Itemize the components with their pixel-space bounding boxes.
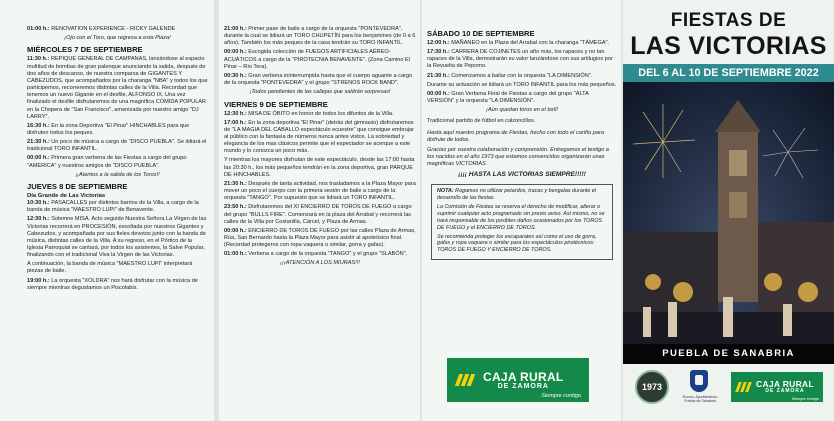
notice-line	[437, 188, 607, 202]
day-heading: JUEVES 8 DE SEPTIEMBRE	[27, 182, 128, 192]
event-time: 17:30 h.:	[427, 49, 450, 56]
poster-title-line2: LAS VICTORIAS	[630, 32, 827, 60]
sponsor-line2: DE ZAMORA	[497, 382, 549, 390]
event-time: 16:30 h.:	[27, 122, 50, 129]
comision-1973-badge	[635, 370, 669, 404]
council-shield-icon	[690, 370, 708, 392]
poster-sponsor-line2: DE ZAMORA	[765, 387, 805, 394]
event-time: 11:30 h.:	[27, 56, 50, 63]
event-text: Escogida colección de FUEGOS ARTIFICIALES AÉREO-ACUÁTICOS a cargo de la "PIROTECNIA BENAVENTE". (Zona Camino El Pinar – Río Tera).	[224, 49, 411, 70]
event-text: Gran verbena ininterrumpida hasta que el cuerpo aguante a cargo de la orquesta "PONTEVEDRA" y el grupo "STRENOS ROCK BAND".	[224, 72, 413, 87]
event-item	[27, 216, 208, 259]
event-time: 17:00 h.:	[224, 119, 247, 126]
event-item	[427, 49, 617, 70]
notice-text: Rogamos no utilizar petardos, tracas y bengalas durante el desarrollo de las fiestas.	[437, 188, 597, 202]
event-item: Tradicional partido de fútbol en calzoncillos.	[427, 117, 536, 124]
event-text: Primer pase de baile a cargo de la orquesta "PONTEVEDRA", durante la cual se lidiará un TORO CHUPETÍN para los benjamines (de 0 a 6 años). También los más peques de la casa tendrán su TORO INFANTIL.	[224, 26, 416, 47]
event-text: Verbena a cargo de la orquesta "TANGO" y el grupo "SLABÓN".	[246, 251, 408, 258]
council-name: Excmo. Ayuntamiento Puebla de Sanabria	[682, 395, 718, 404]
day-subheading: Día Grande de Las Victorias	[27, 193, 106, 200]
event-text: Gran Verbena Final de Fiestas a cargo del grupo "ALTA VERSIÓN" y la orquesta "LA DIMENSIÓN".	[427, 90, 589, 105]
event-text: REPIQUE GENERAL DE CAMPANAS, lanzándose al espacio multitud de bombas de gran palenque anunciando la salida, después de dos años de descanso, de nuestra comparsa de GIGANTES Y CABEZUDOS, que acompañados por la charanga "NBA" y todos los que participemos, recorreremos distintas calles de la Villa. Recordad que tenemos un nuevo Gigante en el desfile, ALFONSO IX. Una vez finalizado el desfile disfrutaremos de una magnífica COMIDA POPULAR en la Chopera de "San Francisco", amenizada por nuestro amigo "DJ LARRY".	[27, 56, 208, 120]
notice-box	[431, 184, 613, 260]
event-item	[27, 139, 208, 153]
closing-thanks: Gracias por vuestra colaboración y comprensión. Entregamos el testigo a los nacidos en el año 1973 que estamos convencidos organizarán unas magníficas VICTORIAS.	[427, 146, 609, 168]
event-text: MAÑANEO en la Plaza del Arrabal con la charanga "TÁMEGA".	[449, 40, 610, 46]
sponsor-line1: CAJA RURAL	[483, 369, 564, 384]
event-text: Disfrutaremos del XI ENCIERRO DE TOROS DE FUEGO a cargo del grupo "BULLS FIRE". Comenzará en la plaza del Arrabal y recorrerá las calles de la Villa por Costanilla, Cárcel, y Plaza de Armas.	[224, 204, 412, 225]
event-time: 23:50 h.:	[224, 204, 247, 211]
event-item	[224, 49, 416, 70]
event-time: 00:00 h.:	[427, 90, 450, 97]
event-text: Después de tanta actividad, nos trasladamos a la Plaza Mayor para mover un poco el cuerpo con la primera sesión de baile a cargo de la orquesta "TANGO". Por supuesto que se lidiará un TORO INFANTIL.	[224, 180, 416, 202]
event-item	[27, 56, 208, 120]
event-text: ENCIERRO DE TOROS DE FUEGO por las calles Plaza de Armas, Rúa, San Bernardo hasta la Plaza Mayor para asistir al apoteósico final. (Recordad protegeros con ropa vaquera o similar, gorra y gafas).	[224, 227, 416, 249]
notice-line: Se recomienda proteger los escaparates así como el uso de gorra, gafas y ropa vaquera o similar para los espectáculos pirotécnicos: TOROS DE FUEGO Y ENCIERRO DE TOROS.	[437, 233, 597, 254]
closing-message: Hasta aquí nuestro programa de Fiestas, hecho con todo el cariño para disfrute de todos.	[427, 129, 604, 143]
sponsor-tagline: Siempre contigo	[541, 393, 581, 399]
event-time: 00:30 h.:	[224, 72, 247, 79]
program-column-1	[0, 0, 214, 421]
event-time: 21:30 h.:	[427, 72, 450, 79]
poster-panel	[623, 0, 834, 421]
event-time: 21:30 h.:	[224, 180, 247, 187]
sponsor-name	[483, 371, 564, 390]
event-item	[427, 91, 617, 105]
event-note: ¡Aún quedan toros en el toril!	[486, 107, 558, 114]
event-item	[224, 204, 416, 225]
poster-footer-logos	[623, 364, 834, 421]
event-item: Y mientras los mayores disfrutan de este espectáculo, desde las 17:00 hasta las 20:30 h., los más pequeños tendrán en la zona deportiva, gran PARQUE DE HINCHABLES.	[224, 157, 415, 178]
program-column-2	[219, 0, 420, 421]
event-item: A continuación, la banda de música "MAESTRO LUPI" interpretará piezas de baile.	[27, 261, 193, 275]
event-time: 01:00 h.:	[27, 26, 50, 32]
caja-rural-leaf-icon	[736, 380, 752, 394]
event-text: RENOVATION EXPERIENCE - RICKY GALENDE	[49, 26, 176, 32]
caja-rural-leaf-icon	[455, 372, 477, 388]
event-time: 12:30 h.:	[27, 216, 50, 223]
event-note: ¡Todos pendientes de las callejas que saldrán sorpresas!	[249, 89, 391, 96]
event-item	[224, 73, 416, 87]
poster-sponsor-line1: CAJA RURAL	[756, 379, 814, 390]
poster-title-line1: FIESTAS DE	[670, 10, 787, 31]
event-text: La orquesta "XOLDRA" nos hará disfrutar con la música de siempre mientras degustamos un Piscolabis.	[27, 277, 198, 291]
event-time: 19:00 h.:	[27, 277, 50, 284]
event-item	[224, 181, 416, 202]
event-text: En la zona deportiva "El Pinar" (detrás del gimnasio) disfrutaremos de "LA MAGIA DEL CABALLO espectáculo ecuestre" que consigue embrujar al público con la fantasía de números nunca antes vistos. La sobriedad y elegancia de los mas clásicos permite que el espectador se acerque a este mundo y lo conozca un poco más.	[224, 119, 415, 155]
event-item	[224, 251, 416, 258]
day-heading: MIÉRCOLES 7 DE SEPTIEMBRE	[27, 45, 143, 55]
poster-place: PUEBLA DE SANABRIA	[623, 344, 834, 364]
day-heading: SÁBADO 10 DE SEPTIEMBRE	[427, 29, 535, 38]
event-text: Un poco de música a cargo de "DISCO PUEBLA". Se lidiará el tradicional TORO INFANTIL.	[27, 139, 207, 153]
event-text: En la zona Deportiva "El Pinar" HINCHABLES para que disfruten todos los peques.	[27, 122, 190, 136]
event-item	[27, 26, 208, 33]
event-item: Durante su actuación se lidiará un TORO INFANTIL para los más pequeños.	[427, 81, 617, 88]
badge-year: 1973	[641, 382, 663, 392]
event-item	[27, 278, 208, 292]
event-time: 12:30 h.:	[224, 110, 247, 117]
event-time: 00:00 h.:	[224, 49, 247, 56]
event-time: 00:00 h.:	[224, 227, 247, 234]
event-item	[27, 200, 208, 214]
poster-sponsor-logo	[731, 372, 823, 402]
poster-dates: DEL 6 AL 10 DE SEPTIEMBRE 2022	[623, 64, 834, 82]
closing-shout: ¡¡¡¡ HASTA LAS VICTORIAS SIEMPRE!!!!!	[458, 171, 586, 179]
sponsor-logo	[447, 358, 589, 402]
event-time: 10:30 h.:	[27, 200, 50, 207]
event-text: MISA DE ÓBITO en honor de todos los difuntos de la Villa.	[246, 110, 394, 117]
event-text: Primera gran verbena de las Fiestas a cargo del grupo "AMÉRICA" y nuestros amigos de "DISCO PUEBLA".	[27, 155, 187, 169]
event-text: PASACALLES por distintos barrios de la Villa, a cargo de la banda de música "MAESTRO LUPI" de Benavente.	[27, 200, 199, 214]
event-note: ¡¡¡ATENCIÓN A LOS MIURAS!!!	[280, 260, 360, 267]
event-item	[224, 228, 416, 249]
event-item	[224, 26, 416, 47]
event-note: ¡Ojo con el Toro, que regresa a esta Plaza!	[64, 35, 171, 42]
night-fireworks-photo	[623, 82, 834, 364]
event-time: 01:00 h.:	[224, 251, 247, 258]
event-time: 00:00 h.:	[27, 155, 50, 162]
event-time: 12:00 h.:	[427, 40, 450, 46]
poster-sponsor-name	[756, 380, 814, 394]
event-item	[27, 155, 208, 169]
event-text: Comenzamos a bailar con la orquesta "LA DIMENSIÓN".	[449, 72, 593, 79]
event-note: ¡¡Atentos a la salida de los Toros!!	[75, 171, 160, 178]
notice-label: NOTA:	[437, 188, 454, 195]
event-item	[427, 73, 617, 80]
event-item	[427, 40, 617, 47]
event-text: CARRERA DE COJINETES un año más, los rapaces y no tan rapaces de la Villa, demostrarán su valor lanzándose con sus artilugios por la Revuelta de Pepomo.	[427, 49, 613, 70]
event-time: 21:00 h.:	[224, 26, 247, 32]
day-heading: VIERNES 9 DE SEPTIEMBRE	[224, 99, 328, 109]
event-text: Solemne MISA. Acto seguido Nuestra Señora La Virgen de las Victorias recorrerá en PROCESIÓN, escoltada por nuestros Gigantes y Cabezudos, y acompañada por sus fieles devotos junto con la banda de música, distintas calles de la Villa. A su regreso, en el Pórtico de la Iglesia Parroquial se cantará, por todos los asistentes, la Salve Popular, finalizando con el tradicional Viva la Virgen de las Victorias.	[27, 216, 207, 259]
town-scene-illustration	[623, 82, 834, 364]
poster-sponsor-tagline: Siempre contigo	[791, 397, 819, 401]
event-item	[27, 123, 208, 137]
event-item	[224, 120, 416, 156]
notice-line: La Comisión de Fiestas se reserva el derecho de modificar, alterar o suprimir cualquier acto programado sin previo aviso. Así mismo, no se hará responsable de los posibles daños ocasionados por los TOROS DE FUEGO y el ENCIERRO DE TOROS.	[437, 204, 605, 231]
event-item	[224, 111, 416, 118]
event-time: 21:30 h.:	[27, 139, 50, 146]
